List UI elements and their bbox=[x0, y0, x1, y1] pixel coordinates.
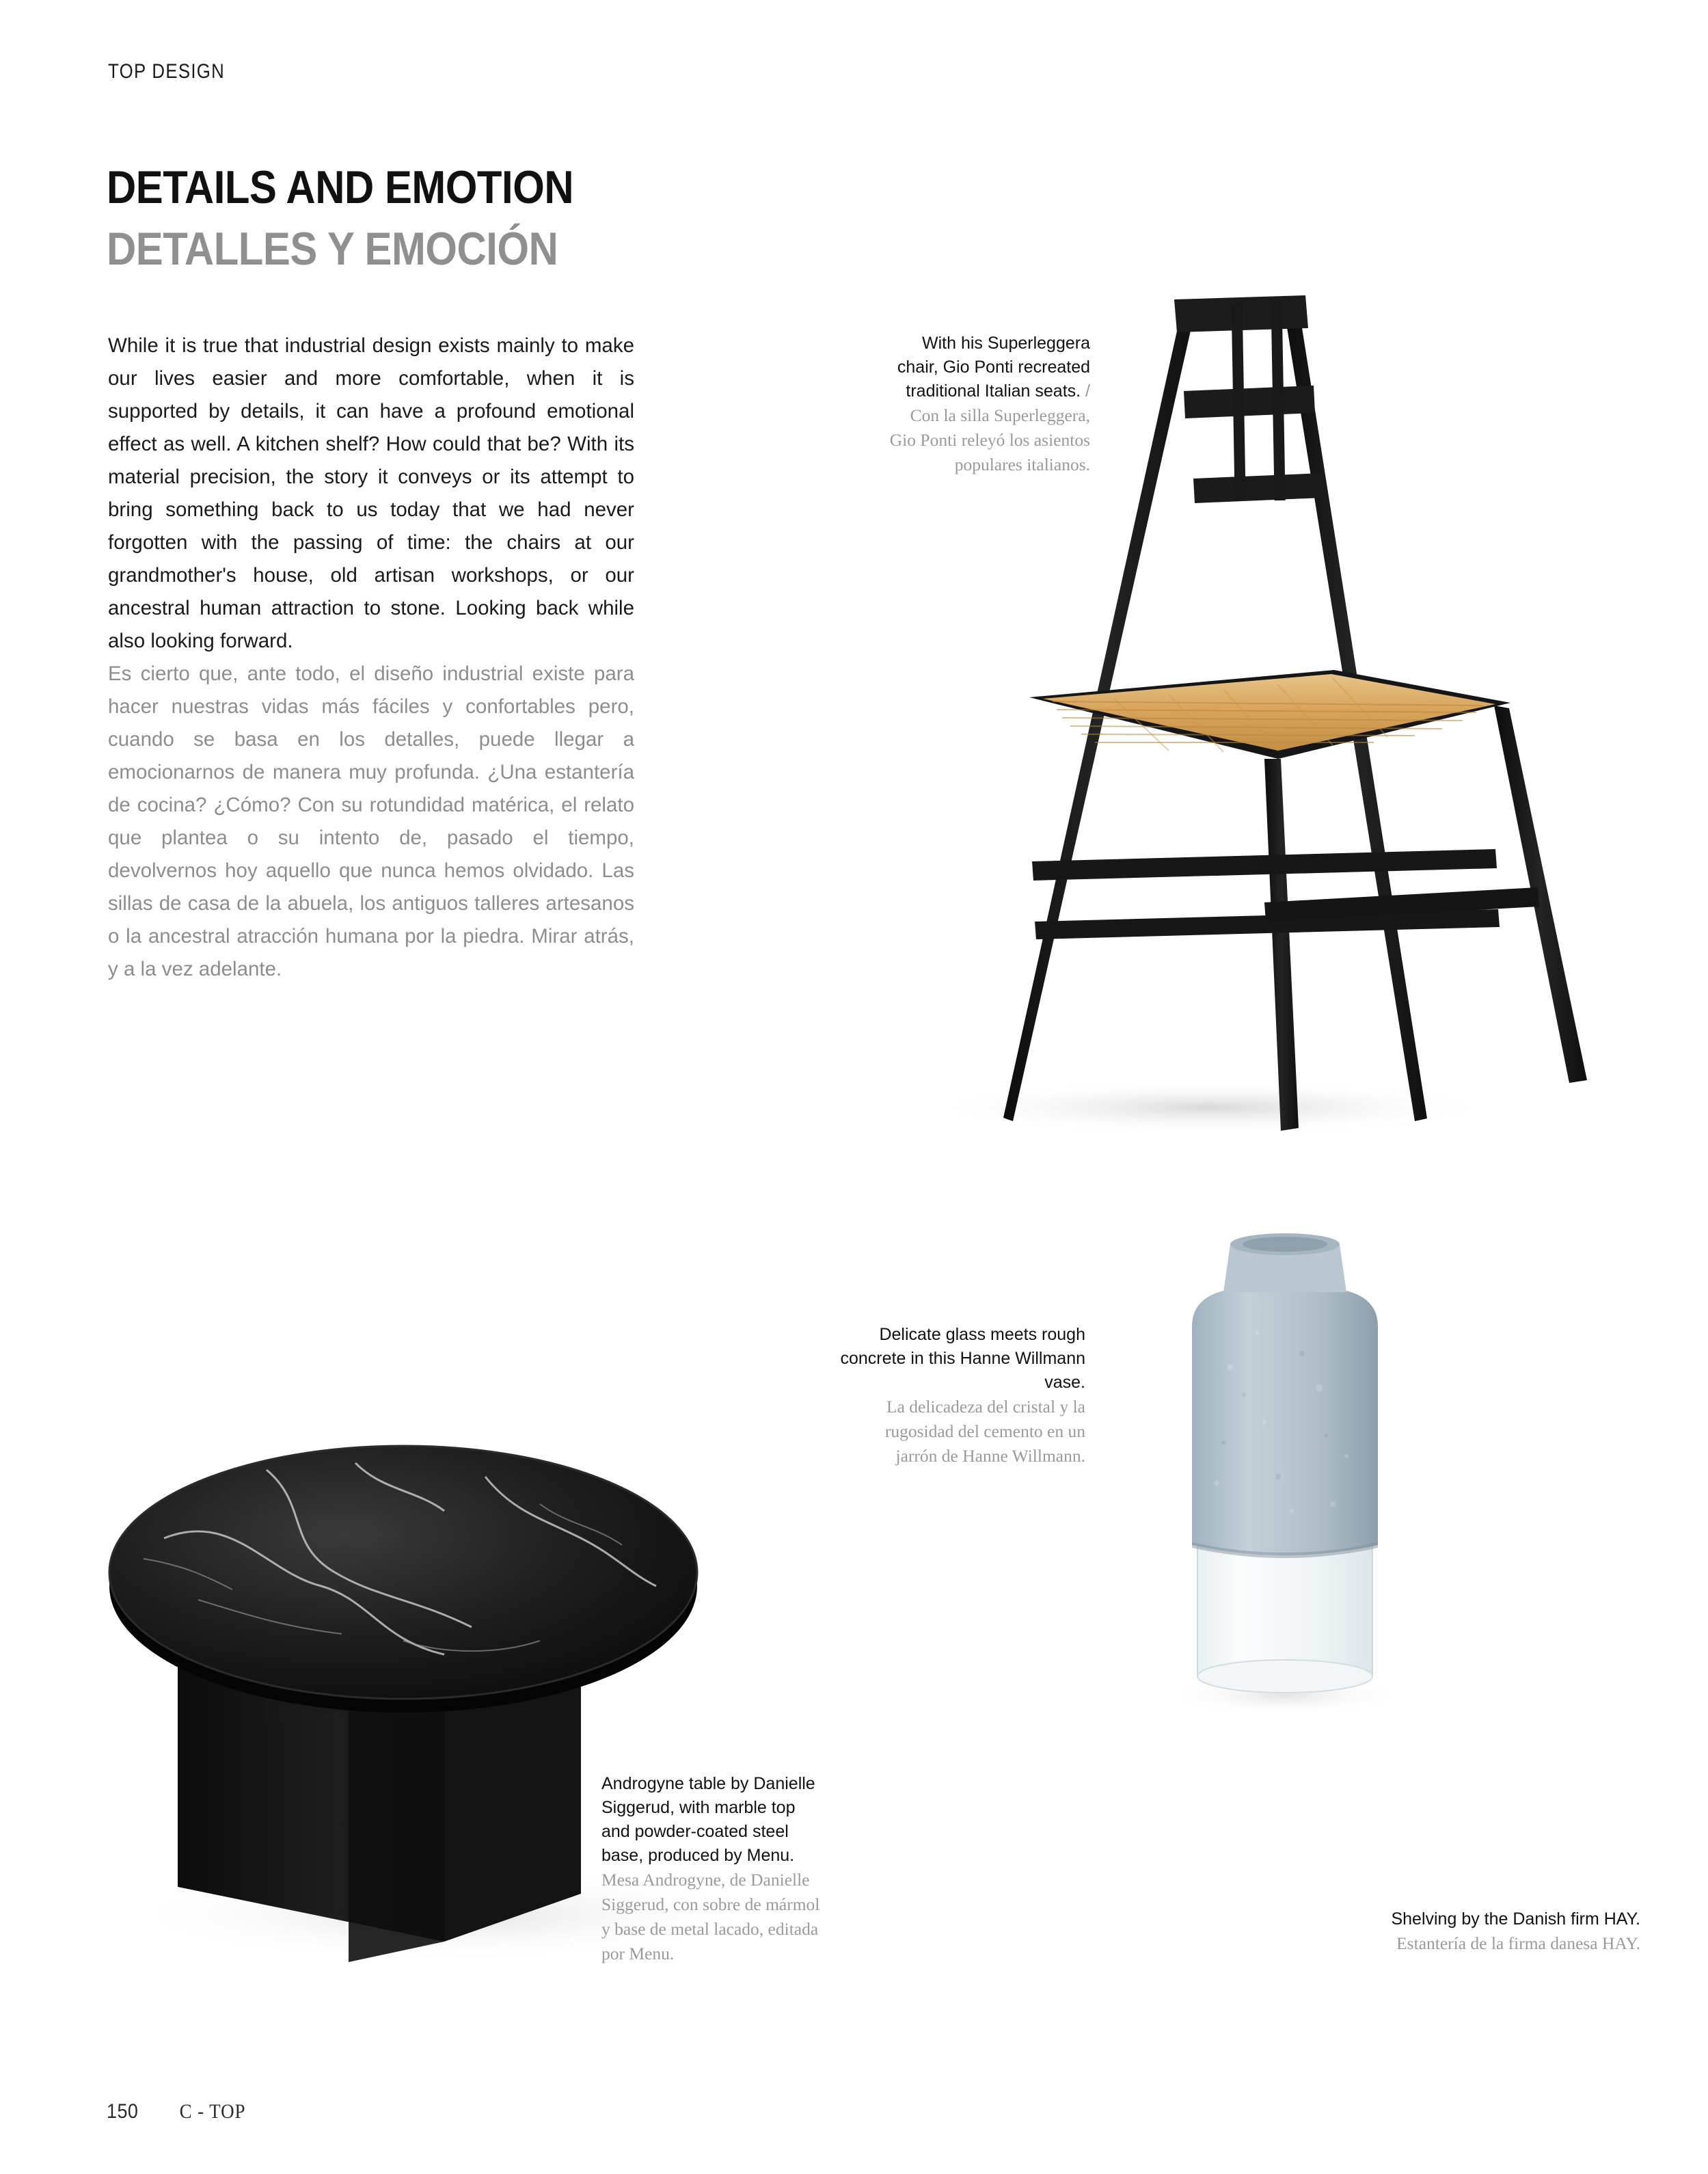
concrete-glass-vase-image bbox=[1121, 1217, 1449, 1750]
caption-chair-separator: / bbox=[1085, 381, 1090, 401]
caption-chair bbox=[882, 332, 1090, 477]
folio-number: 150 bbox=[107, 2100, 139, 2123]
page-title-es: DETALLES Y EMOCIÓN bbox=[107, 223, 558, 275]
caption-shelving-en: Shelving by the Danish firm HAY. bbox=[1391, 1909, 1640, 1929]
intro-text-en: While it is true that industrial design exists mainly to make our lives easier and more comfortable, when it is supported by details, it can have a profound emotional effect as well. A kitchen shelf? How could that be? With its material precision, the story it conveys or its attempt to bring something back to us today that we had never forgotten with the passing of time: the chairs at our grandmother's house, old artisan workshops, or our ancestral human attraction to stone. Looking back while also looking forward. bbox=[108, 334, 634, 652]
caption-table-en: Androgyne table by Danielle Siggerud, with marble top and powder-coated steel base, produced by Menu. bbox=[601, 1774, 815, 1865]
section-kicker: TOP DESIGN bbox=[108, 60, 226, 83]
caption-shelving bbox=[1121, 1907, 1640, 1956]
caption-chair-en: With his Superleggera chair, Gio Ponti recreated traditional Italian seats. bbox=[897, 334, 1090, 401]
caption-vase bbox=[839, 1323, 1085, 1468]
caption-chair-es: Con la silla Superleggera, Gio Ponti releyó los asientos populares italianos. bbox=[889, 405, 1090, 474]
magazine-mark: C - TOP bbox=[179, 2100, 246, 2123]
caption-table-es: Mesa Androgyne, de Danielle Siggerud, con sobre de mármol y base de metal lacado, editada por Menu. bbox=[601, 1870, 820, 1963]
superleggera-chair-image bbox=[827, 123, 1620, 1149]
page-title-en: DETAILS AND EMOTION bbox=[107, 161, 574, 213]
caption-shelving-es: Estantería de la firma danesa HAY. bbox=[1396, 1933, 1640, 1953]
intro-text-es: Es cierto que, ante todo, el diseño industrial existe para hacer nuestras vidas más fáciles y confortables pero, cuando se basa en los detalles, puede llegar a emocionarnos de manera muy profunda. ¿Una estantería de cocina? ¿Cómo? Con su rotundidad matérica, el relato que plantea o su intento de, pasado el tiempo, devolvernos hoy aquello que nunca hemos olvidado. Las sillas de casa de la abuela, los antiguos talleres artesanos o la ancestral atracción humana por la piedra. Mirar atrás, y a la vez adelante. bbox=[108, 662, 634, 980]
caption-vase-en: Delicate glass meets rough concrete in this Hanne Willmann vase. bbox=[840, 1325, 1085, 1392]
intro-text bbox=[108, 330, 634, 986]
caption-vase-es: La delicadeza del cristal y la rugosidad del cemento en un jarrón de Hanne Willmann. bbox=[884, 1397, 1085, 1466]
page-footer bbox=[107, 2100, 245, 2123]
caption-table bbox=[601, 1772, 827, 1966]
